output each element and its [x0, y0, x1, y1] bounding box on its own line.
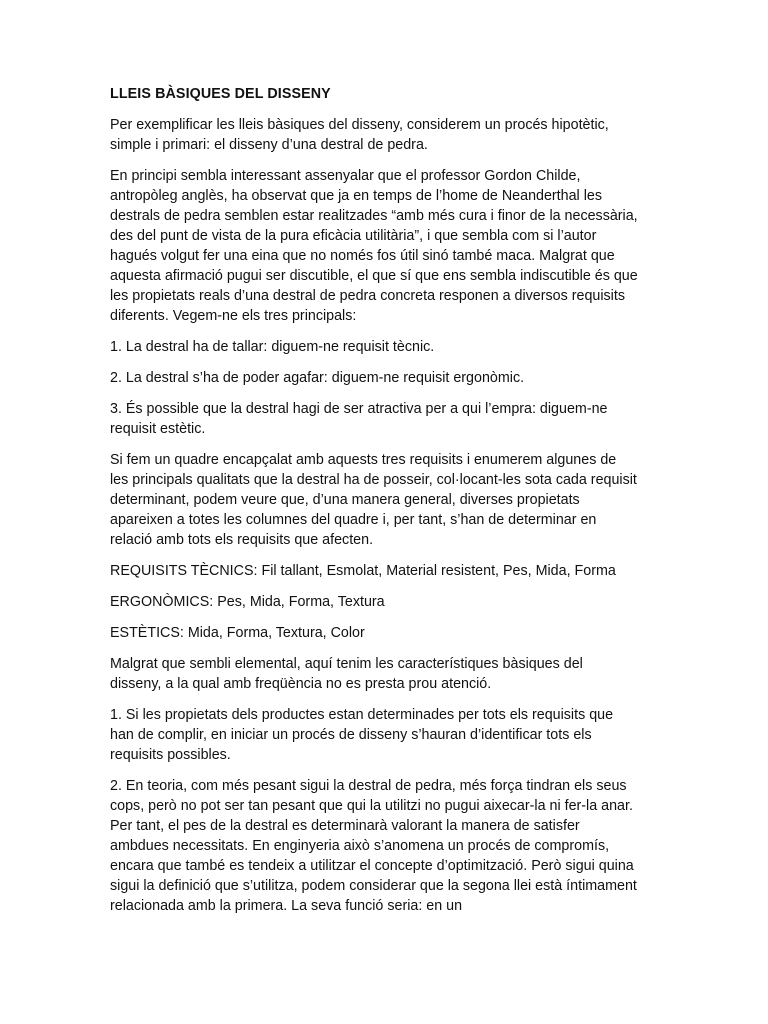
- paragraph-quadre: Si fem un quadre encapçalat amb aquests tres requisits i enumerem algunes de les principals qualitats que la destral ha de posseir, col·locant-les sota cada requisit determinant, podem veure que, d’una manera general, diverses propietats apareixen a totes les columnes del quadre i, per tant, s’han de determinar en relació amb tots els requisits que afecten.: [110, 452, 637, 548]
- list-item-requisit-tecnic: 1. La destral ha de tallar: diguem-ne requisit tècnic.: [110, 339, 435, 355]
- paragraph-caracteristiques: Malgrat que sembli elemental, aquí tenim les característiques bàsiques del disseny, a la qual amb freqüència no es presta prou atenció.: [110, 656, 583, 692]
- document-body: [110, 84, 638, 927]
- ergonomics-line: ERGONÒMICS: Pes, Mida, Forma, Textura: [110, 594, 385, 610]
- list-item-requisit-estetic: 3. És possible que la destral hagi de ser atractiva per a qui l’empra: diguem-ne requisit estètic.: [110, 401, 608, 437]
- estetics-line: ESTÈTICS: Mida, Forma, Textura, Color: [110, 625, 365, 641]
- document-title: LLEIS BÀSIQUES DEL DISSENY: [110, 86, 331, 102]
- list-item-requisit-ergonomic: 2. La destral s’ha de poder agafar: diguem-ne requisit ergonòmic.: [110, 370, 525, 386]
- paragraph-intro: Per exemplificar les lleis bàsiques del disseny, considerem un procés hipotètic, simple i primari: el disseny d’una destral de pedra.: [110, 117, 609, 153]
- list-item-llei-1: 1. Si les propietats dels productes estan determinades per tots els requisits que han de complir, en iniciar un procés de disseny s’hauran d’identificar tots els requisits possibles.: [110, 707, 614, 763]
- paragraph-childe: En principi sembla interessant assenyalar que el professor Gordon Childe, antropòleg anglès, ha observat que ja en temps de l’home de Neanderthal les destrals de pedra semblen estar realitzades “amb més cura i finor de la necessària, des del punt de vista de la pura eficàcia utilitària”, i que sembla com si l’autor hagués volgut fer una eina que no només fos útil sinó també maca. Malgrat que aquesta afirmació pugui ser discutible, el que sí que ens sembla indiscutible és que les propietats reals d’una destral de pedra concreta responen a diversos requisits diferents. Vegem-ne els tres principals:: [110, 168, 638, 324]
- requisits-tecnics-line: REQUISITS TÈCNICS: Fil tallant, Esmolat, Material resistent, Pes, Mida, Forma: [110, 563, 616, 579]
- list-item-llei-2: 2. En teoria, com més pesant sigui la destral de pedra, més força tindran els seus cops, però no pot ser tan pesant que qui la utilitzi no pugui aixecar-la ni fer-la anar. Per tant, el pes de la destral es determinarà valorant la manera de satisfer ambdues necessitats. En enginyeria això s’anomena un procés de compromís, encara que també es tendeix a utilitzar el concepte d’optimització. Però sigui quina sigui la definició que s’utilitza, podem considerar que la segona llei està íntimament relacionada amb la primera. La seva funció seria: en un: [110, 778, 637, 914]
